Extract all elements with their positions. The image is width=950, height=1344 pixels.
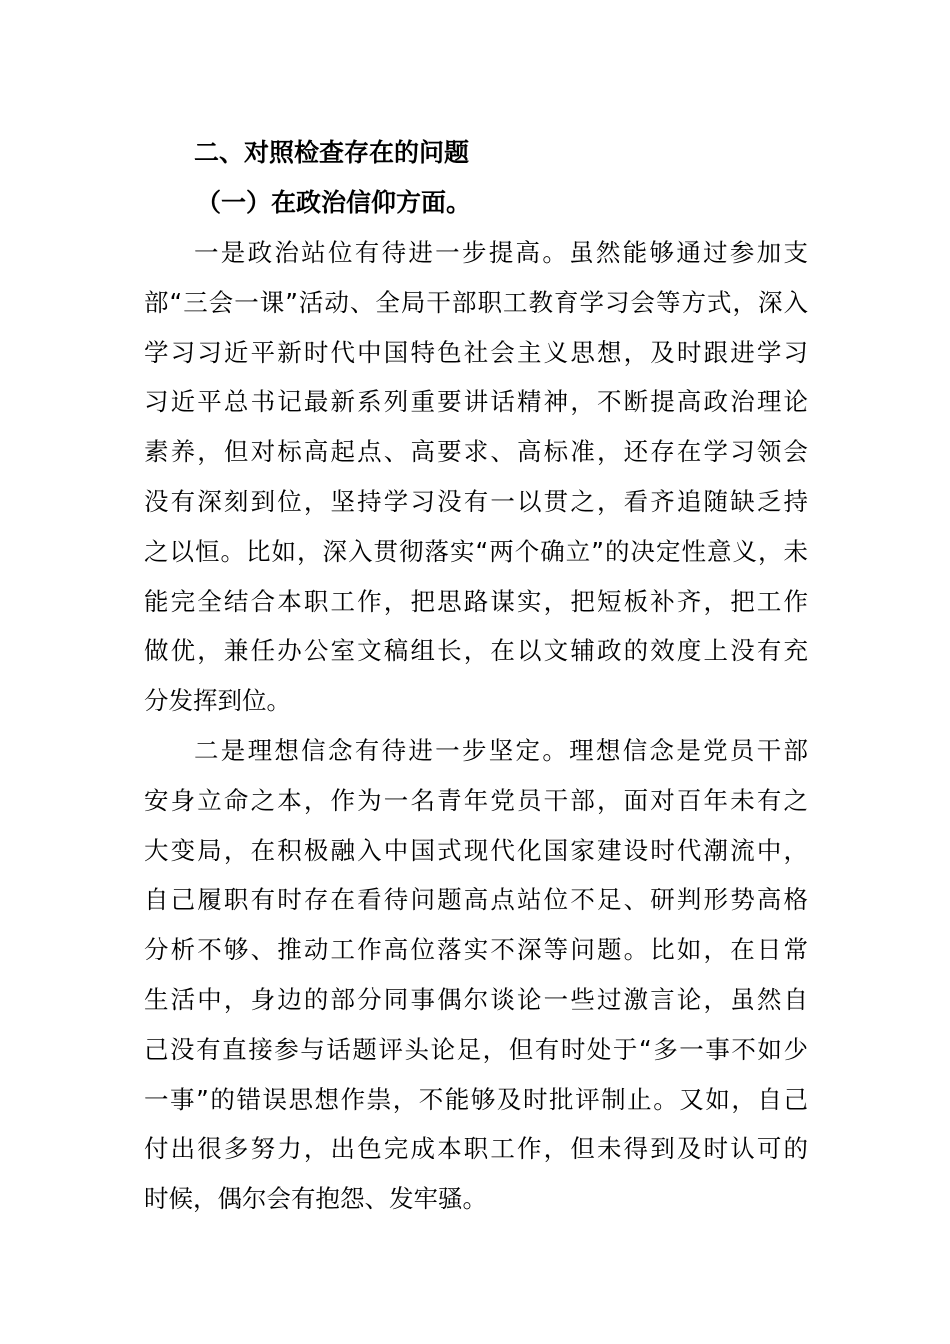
paragraph-line: 安身立命之本，作为一名青年党员干部，面对百年未有之: [144, 785, 808, 815]
paragraph-line: 己没有直接参与话题评头论足，但有时处于“多一事不如少: [144, 1034, 808, 1064]
paragraph-list: [144, 228, 808, 1224]
paragraph-line: 分析不够、推动工作高位落实不深等问题。比如，在日常: [144, 935, 808, 965]
paragraph-line: 一事”的错误思想作祟，不能够及时批评制止。又如，自己: [144, 1084, 808, 1114]
document-body: [144, 128, 808, 1224]
paragraph-line: 付出很多努力，出色完成本职工作，但未得到及时认可的: [144, 1134, 808, 1164]
subsection-heading: （一）在政治信仰方面。: [196, 188, 472, 217]
paragraph-line: 没有深刻到位，坚持学习没有一以贯之，看齐追随缺乏持: [144, 486, 808, 516]
paragraph-line: 大变局，在积极融入中国式现代化国家建设时代潮流中，: [144, 835, 808, 865]
paragraph: [144, 228, 808, 726]
paragraph-line: 习近平总书记最新系列重要讲话精神，不断提高政治理论: [144, 387, 808, 417]
section-heading: 二、对照检查存在的问题: [194, 138, 470, 167]
paragraph-line: 生活中，身边的部分同事偶尔谈论一些过激言论，虽然自: [144, 984, 808, 1014]
paragraph-line: 之以恒。比如，深入贯彻落实“两个确立”的决定性意义，未: [144, 536, 808, 566]
paragraph-line: 二是理想信念有待进一步坚定。理想信念是党员干部: [194, 735, 808, 765]
paragraph-line: 时候，偶尔会有抱怨、发牢骚。: [144, 1184, 487, 1214]
paragraph-line: 自己履职有时存在看待问题高点站位不足、研判形势高格: [144, 885, 808, 915]
paragraph-line: 一是政治站位有待进一步提高。虽然能够通过参加支: [194, 238, 808, 267]
paragraph-line: 学习习近平新时代中国特色社会主义思想，及时跟进学习: [144, 337, 808, 367]
paragraph-line: 部“三会一课”活动、全局干部职工教育学习会等方式，深入: [144, 287, 808, 317]
paragraph-line: 做优，兼任办公室文稿组长，在以文辅政的效度上没有充: [144, 636, 808, 666]
paragraph: [144, 726, 808, 1224]
paragraph-line: 能完全结合本职工作，把思路谋实，把短板补齐，把工作: [144, 586, 808, 616]
paragraph-line: 素养，但对标高起点、高要求、高标准，还存在学习领会: [144, 437, 808, 467]
paragraph-line: 分发挥到位。: [144, 686, 291, 716]
